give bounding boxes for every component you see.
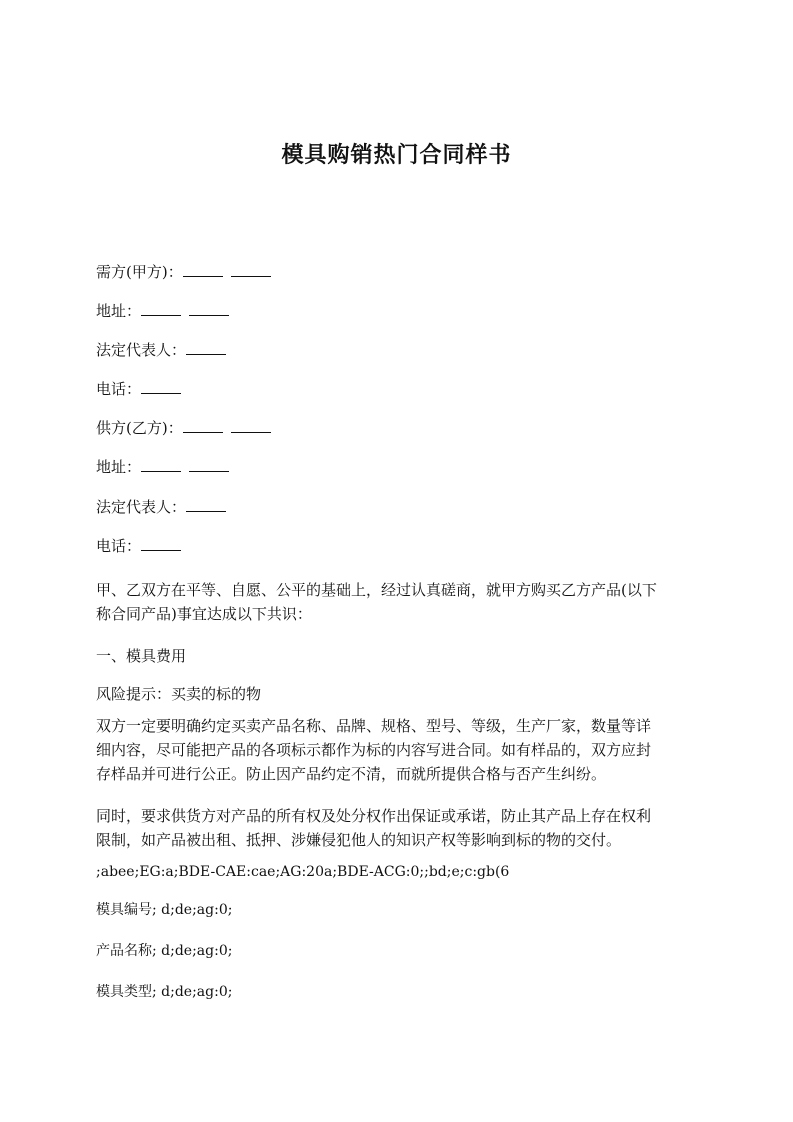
intro-line: 称合同产品)事宜达成以下共识： (96, 605, 312, 623)
blank-field (231, 262, 271, 277)
risk-tip: 风险提示：买卖的标的物 (96, 685, 262, 703)
ownership-paragraph (96, 804, 698, 852)
blank-field (186, 340, 226, 355)
party-a-rep-label: 法定代表人： (96, 341, 187, 359)
blank-field (183, 262, 223, 277)
subject-paragraph (96, 714, 698, 786)
section-heading: 一、模具费用 (96, 647, 187, 665)
party-b-name-line (96, 418, 271, 438)
field-mold-type: 模具类型; d;de;ag:0; (96, 984, 233, 1000)
paragraph-line: 限制，如产品被出租、抵押、涉嫌侵犯他人的知识产权等影响到标的物的交付。 (96, 831, 622, 849)
party-b-name-label: 供方(乙方)： (96, 419, 183, 437)
blank-field (141, 536, 181, 551)
paragraph-line: 双方一定要明确约定买卖产品名称、品牌、规格、型号、等级，生产厂家，数量等详 (96, 717, 652, 735)
paragraph-line: 细内容，尽可能把产品的各项标示都作为标的内容写进合同。如有样品的，双方应封 (96, 741, 652, 759)
party-b-address-line (96, 457, 229, 477)
party-b-phone-label: 电话： (96, 537, 142, 555)
blank-field (141, 379, 181, 394)
party-a-address-line (96, 301, 229, 321)
blank-field (141, 457, 181, 472)
party-a-phone-label: 电话： (96, 380, 142, 398)
document-title: 模具购销热门合同样书 (281, 143, 512, 168)
intro-paragraph (96, 578, 698, 626)
blank-field (186, 497, 226, 512)
blank-field (231, 418, 271, 433)
party-a-name-line (96, 262, 271, 282)
garbled-code-line: ;abee;EG:a;BDE-CAE:cae;AG:20a;BDE-ACG:0;;bd;e;c:gb(6 (96, 864, 510, 880)
paragraph-line: 存样品并可进行公正。防止因产品约定不清，而就所提供合格与否产生纠纷。 (96, 765, 607, 783)
paragraph-line: 同时，要求供货方对产品的所有权及处分权作出保证或承诺，防止其产品上存在权利 (96, 807, 652, 825)
blank-field (183, 418, 223, 433)
blank-field (189, 301, 229, 316)
party-a-phone-line (96, 379, 181, 399)
field-mold-number: 模具编号; d;de;ag:0; (96, 902, 233, 918)
party-b-phone-line (96, 536, 181, 556)
field-product-name: 产品名称; d;de;ag:0; (96, 943, 233, 959)
blank-field (141, 301, 181, 316)
blank-field (189, 457, 229, 472)
party-b-rep-label: 法定代表人： (96, 498, 187, 516)
party-b-rep-line (96, 497, 226, 517)
party-a-address-label: 地址： (96, 302, 142, 320)
party-a-name-label: 需方(甲方)： (96, 263, 183, 281)
party-b-address-label: 地址： (96, 458, 142, 476)
intro-line: 甲、乙双方在平等、自愿、公平的基础上，经过认真磋商，就甲方购买乙方产品(以下 (96, 581, 657, 599)
party-a-rep-line (96, 340, 226, 360)
